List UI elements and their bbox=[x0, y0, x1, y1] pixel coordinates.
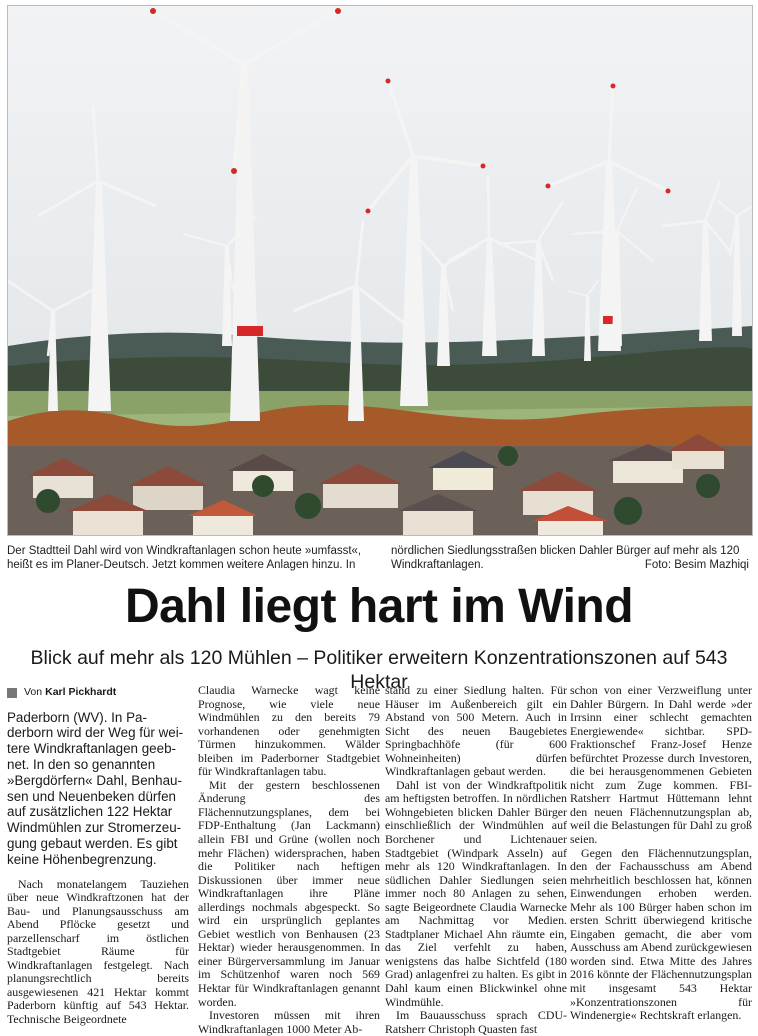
body-paragraph: schon von einer Verzweiflung unter Dahler Bürgern. In Dahl werde »der Irrsinn einer schlecht gemachten Energiewende« sichtbar. SPD-Fraktionschef Franz-Josef Henze befürchtet Prozesse durch Investoren, die bei herausgenommenen Gebieten nicht zum Zuge kommen. FBI-Ratsherr Hartmut Hüttemann lehnt den neuen Flächennutzungsplan ab, weil die Belastungen für Dahl zu groß seien. bbox=[570, 683, 752, 847]
byline-square-icon bbox=[7, 688, 17, 698]
body-paragraph: Gegen den Flächennutzungsplan, den der Fachausschuss am Abend mehrheitlich beschlossen hat, können Einwendungen erhoben werden. Mehr als 100 Bürger haben schon im ersten Schritt überwiegend kritische Eingaben gemacht, die aber vom Ausschuss am Abend zurückgewiesen worden sind. Etwa Mitte des Jahres 2016 könnte der Flächennutzungsplan mit insgesamt 543 Hektar »Konzentrationszonen für Windenergie« Rechtskraft erlangen. bbox=[570, 845, 752, 1023]
lead-line: keine Höhenbegrenzung. bbox=[7, 851, 157, 867]
wind-turbine-landscape-icon bbox=[8, 6, 752, 535]
article-column-3 bbox=[385, 684, 567, 1036]
headline: Dahl liegt hart im Wind bbox=[124, 580, 634, 633]
article-column-4 bbox=[570, 684, 752, 1023]
body-paragraph: Mit der gestern beschlossenen Änderung des Flächennutzungsplanes, dem bei FDP-Enthaltung (Jan Lackmann) allein FBI und Grüne (wollen noch mehr Flächen) widersprachen, haben die Politiker nach heftigen Diskussionen über immer neue Windkraftanlagen ihre Pläne allerdings nochmals abgespeckt. So wird ein ursprünglich geplantes Gebiet westlich von Benhausen (23 Hektar) wieder herausgenommen. In einer Bürgerversammlung im Januar im Schützenhof waren noch 569 Hektar für Windkraftanlagen genannt worden. bbox=[198, 777, 380, 1009]
body-paragraph: Im Bauausschuss sprach CDU-Ratsherr Christoph Quasten fast bbox=[385, 1008, 567, 1036]
article-column-1 bbox=[7, 684, 189, 1027]
body-paragraph: Dahl ist von der Windkraftpolitik am heftigsten betroffen. In nördlichen Wohngebieten blicken Dahler Bürger einschließlich der Windmühlen auf Borchener und Lichtenauer Stadtgebiet (Windpark Asseln) auf mehr als 120 Windkraftanlagen. In südlichen Dahler Siedlungen seien immer noch 80 Anlagen zu sehen, sagte Beigeordnete Claudia Warnecke am Nachmittag vor Medien. Stadtplaner Michael Ahn räumte ein, das Ziel verfehlt zu haben, wenigstens das halbe Sichtfeld (180 Grad) anlagenfrei zu halten. Es gibt in Dahl kaum einen Blickwinkel ohne Windmühle. bbox=[385, 777, 567, 1009]
lead-line: net. In den so genannten bbox=[7, 756, 156, 772]
article-photo bbox=[7, 5, 753, 536]
body-paragraph: Investoren müssen mit ihren Windkraftanlagen 1000 Meter Ab- bbox=[198, 1008, 380, 1036]
lead-line: derborn wird der Weg für wei- bbox=[7, 725, 184, 741]
subheadline: Blick auf mehr als 120 Mühlen – Politiker erweitern Konzentrationszonen auf 543 Hektar bbox=[30, 647, 728, 693]
photo-caption-right bbox=[391, 544, 749, 572]
lead-line: sen und Neuenbeken dürfen bbox=[7, 788, 177, 804]
photo-caption-left: Der Stadtteil Dahl wird von Windkraftanlagen schon heute »umfasst«, heißt es im Planer-Deutsch. Jetzt kommen weitere Anlagen hinzu. In bbox=[7, 545, 362, 571]
byline bbox=[7, 686, 189, 700]
photo-credit: Foto: Besim Mazhiqi bbox=[644, 559, 749, 571]
lead-line: tere Windkraftanlagen geeb- bbox=[7, 741, 176, 757]
lead-line: auf zusätzlichen 122 Hektar bbox=[7, 804, 173, 820]
byline-author: Karl Pickhardt bbox=[45, 686, 117, 698]
body-paragraph: Claudia Warnecke wagt keine Prognose, wie viele neue Windmühlen zu den bereits 79 vorhandenen oder genehmigten Türmen hinzukommen. Wälder bleiben im Paderborner Stadtgebiet für Windkraftanlagen tabu. bbox=[198, 683, 380, 779]
photo-caption-right-text: nördlichen Siedlungsstraßen blicken Dahler Bürger auf mehr als 120 Windkraftanlagen. bbox=[391, 545, 740, 571]
article-column-2 bbox=[198, 684, 380, 1036]
lead-line: »Bergdörfern« Dahl, Benhau- bbox=[7, 772, 182, 788]
body-paragraph: stand zu einer Siedlung halten. Für Häuser im Außenbereich gilt ein Abstand von 500 Metern. Auch in Sicht des neuen Baugebietes Springbachhöfe (für 600 Wohneinheiten) dürfen Windkraftanlagen gebaut werden. bbox=[385, 683, 567, 779]
lead-line: Windmühlen zur Stromerzeu- bbox=[7, 820, 182, 836]
lead-line: Paderborn (WV). In Pa- bbox=[7, 709, 147, 725]
lead-line: gung gebaut werden. Es gibt bbox=[7, 835, 178, 851]
byline-von: Von bbox=[24, 686, 43, 698]
lead-paragraph bbox=[7, 710, 189, 868]
body-paragraph: Nach monatelangem Tauziehen über neue Windkraftzonen hat der Bau- und Planungsausschuss am Abend Pflöcke gesetzt und parzellenscharf im östlichen Stadtgebiet Räume für Windkraftanlagen festgelegt. Nach planungsrechtlich bereits ausgewiesenen 421 Hektar kommt Paderborn künftig auf 543 Hektar. Technische Beigeordnete bbox=[7, 876, 189, 1026]
